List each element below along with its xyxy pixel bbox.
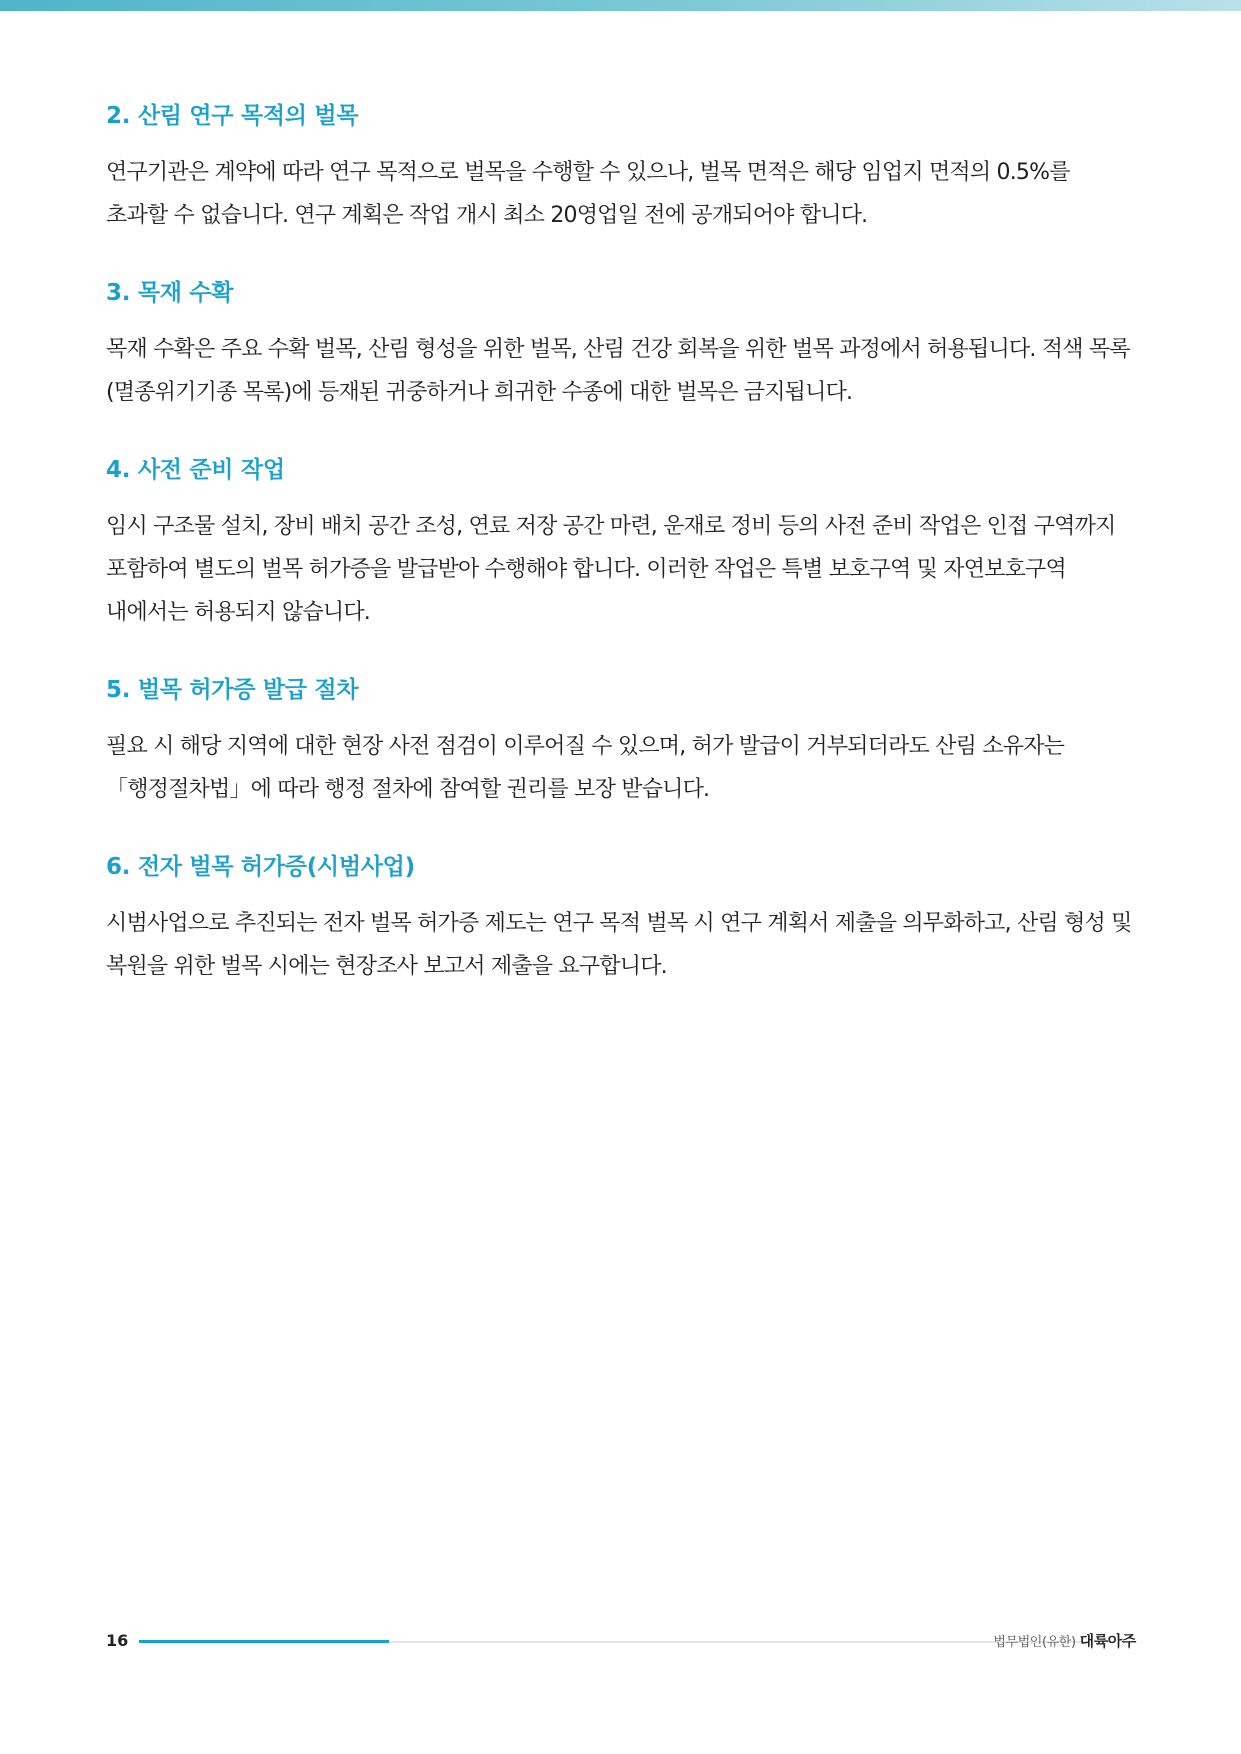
section-title: 6. 전자 벌목 허가증(시범사업) [106,854,415,880]
page-number: 16 [106,1631,129,1650]
document-content [106,100,1136,1028]
footer-accent-line [139,1640,389,1643]
section-electronic-permit [106,851,1136,988]
section-body: 연구기관은 계약에 따라 연구 목적으로 벌목을 수행할 수 있으나, 벌목 면적은 해당 임업지 면적의 0.5%를 초과할 수 없습니다. 연구 계획은 작업 개시 최소 20영업일 전에 공개되어야 합니다. [106,160,1070,228]
section-title: 3. 목재 수확 [106,280,234,306]
section-research-felling [106,100,1136,237]
section-permit-procedure [106,674,1136,811]
section-title: 4. 사전 준비 작업 [106,457,285,483]
firm-prefix: 법무법인(유한) [993,1635,1076,1650]
section-timber-harvest [106,277,1136,414]
section-preparatory-work [106,454,1136,634]
section-title: 5. 벌목 허가증 발급 절차 [106,677,359,703]
firm-name [993,1631,1136,1653]
section-title: 2. 산림 연구 목적의 벌목 [106,103,359,129]
section-body: 시범사업으로 추진되는 전자 벌목 허가증 제도는 연구 목적 벌목 시 연구 계획서 제출을 의무화하고, 산림 형성 및 복원을 위한 벌목 시에는 현장조사 보고서 제출을 요구합니다. [106,911,1132,979]
page-footer [106,1630,1136,1654]
section-body: 목재 수확은 주요 수확 벌목, 산림 형성을 위한 벌목, 산림 건강 회복을 위한 벌목 과정에서 허용됩니다. 적색 목록(멸종위기기종 목록)에 등재된 귀중하거나 희귀한 수종에 대한 벌목은 금지됩니다. [106,337,1130,405]
top-decorative-bar [0,0,1241,11]
section-body: 임시 구조물 설치, 장비 배치 공간 조성, 연료 저장 공간 마련, 운재로 정비 등의 사전 준비 작업은 인접 구역까지 포함하여 별도의 벌목 허가증을 발급받아 수행해야 합니다. 이러한 작업은 특별 보호구역 및 자연보호구역 내에서는 허용되지 않습니다. [106,514,1116,625]
section-body: 필요 시 해당 지역에 대한 현장 사전 점검이 이루어질 수 있으며, 허가 발급이 거부되더라도 산림 소유자는 「행정절차법」에 따라 행정 절차에 참여할 권리를 보장 받습니다. [106,734,1065,802]
firm-brand: 대륙아주 [1079,1632,1136,1650]
